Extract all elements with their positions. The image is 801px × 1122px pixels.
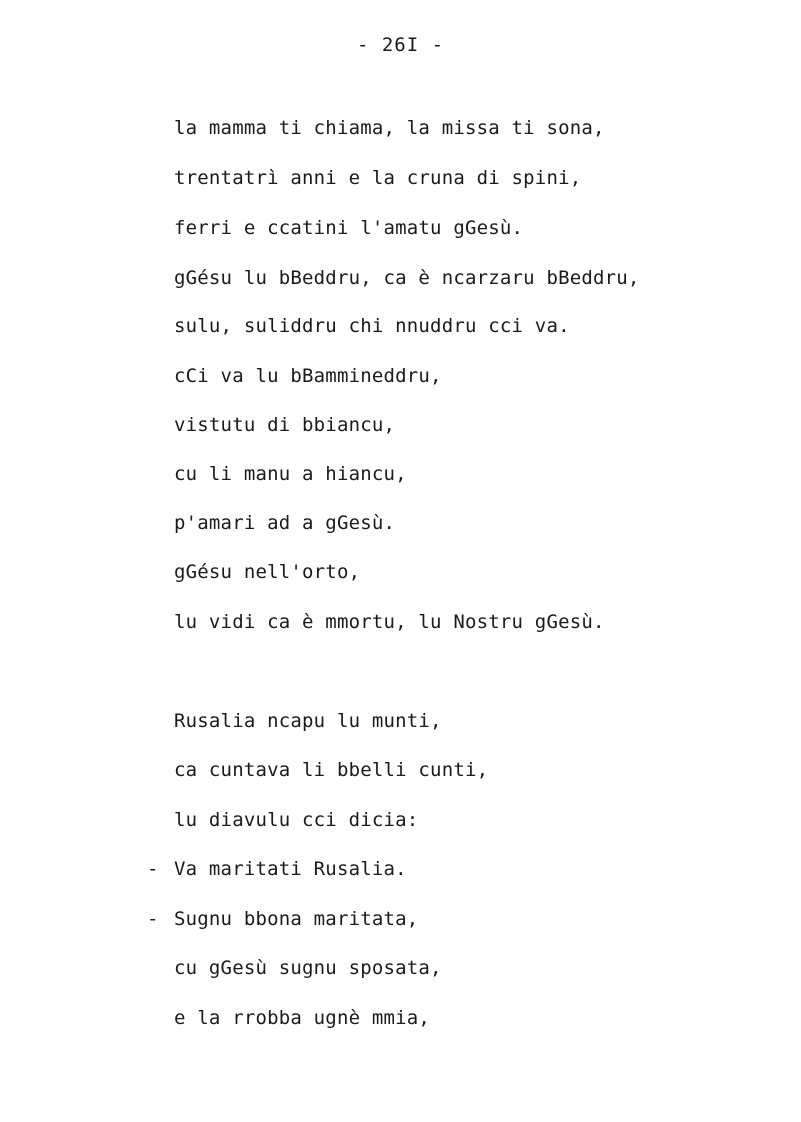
verse-line: Sugnu bbona maritata, [174,908,419,930]
dialogue-dash: - [147,908,159,930]
verse-line: ca cuntava li bbelli cunti, [174,759,489,781]
verse-line: e la rrobba ugnè mmia, [174,1007,431,1029]
dialogue-dash: - [147,858,159,880]
verse-line: sulu, suliddru chi nnuddru cci va. [174,315,570,337]
verse-line: p'amari ad a gGesù. [174,512,396,534]
verse-line: cu li manu a hiancu, [174,463,407,485]
verse-line: la mamma ti chiama, la missa ti sona, [174,117,605,139]
verse-line: ferri e ccatini l'amatu gGesù. [174,217,524,239]
verse-line: cu gGesù sugnu sposata, [174,957,442,979]
verse-line: Va maritati Rusalia. [174,858,407,880]
verse-line: lu vidi ca è mmortu, lu Nostru gGesù. [174,611,605,633]
verse-line: vistutu di bbiancu, [174,414,396,436]
page-number: - 26I - [356,34,445,56]
verse-line: Rusalia ncapu lu munti, [174,710,442,732]
verse-line: cCi va lu bBammineddru, [174,365,442,387]
verse-line: gGésu nell'orto, [174,561,361,583]
verse-line: trentatrì anni e la cruna di spini, [174,167,582,189]
verse-line: lu diavulu cci dicia: [174,809,419,831]
verse-line: gGésu lu bBeddru, ca è ncarzaru bBeddru, [174,267,640,289]
